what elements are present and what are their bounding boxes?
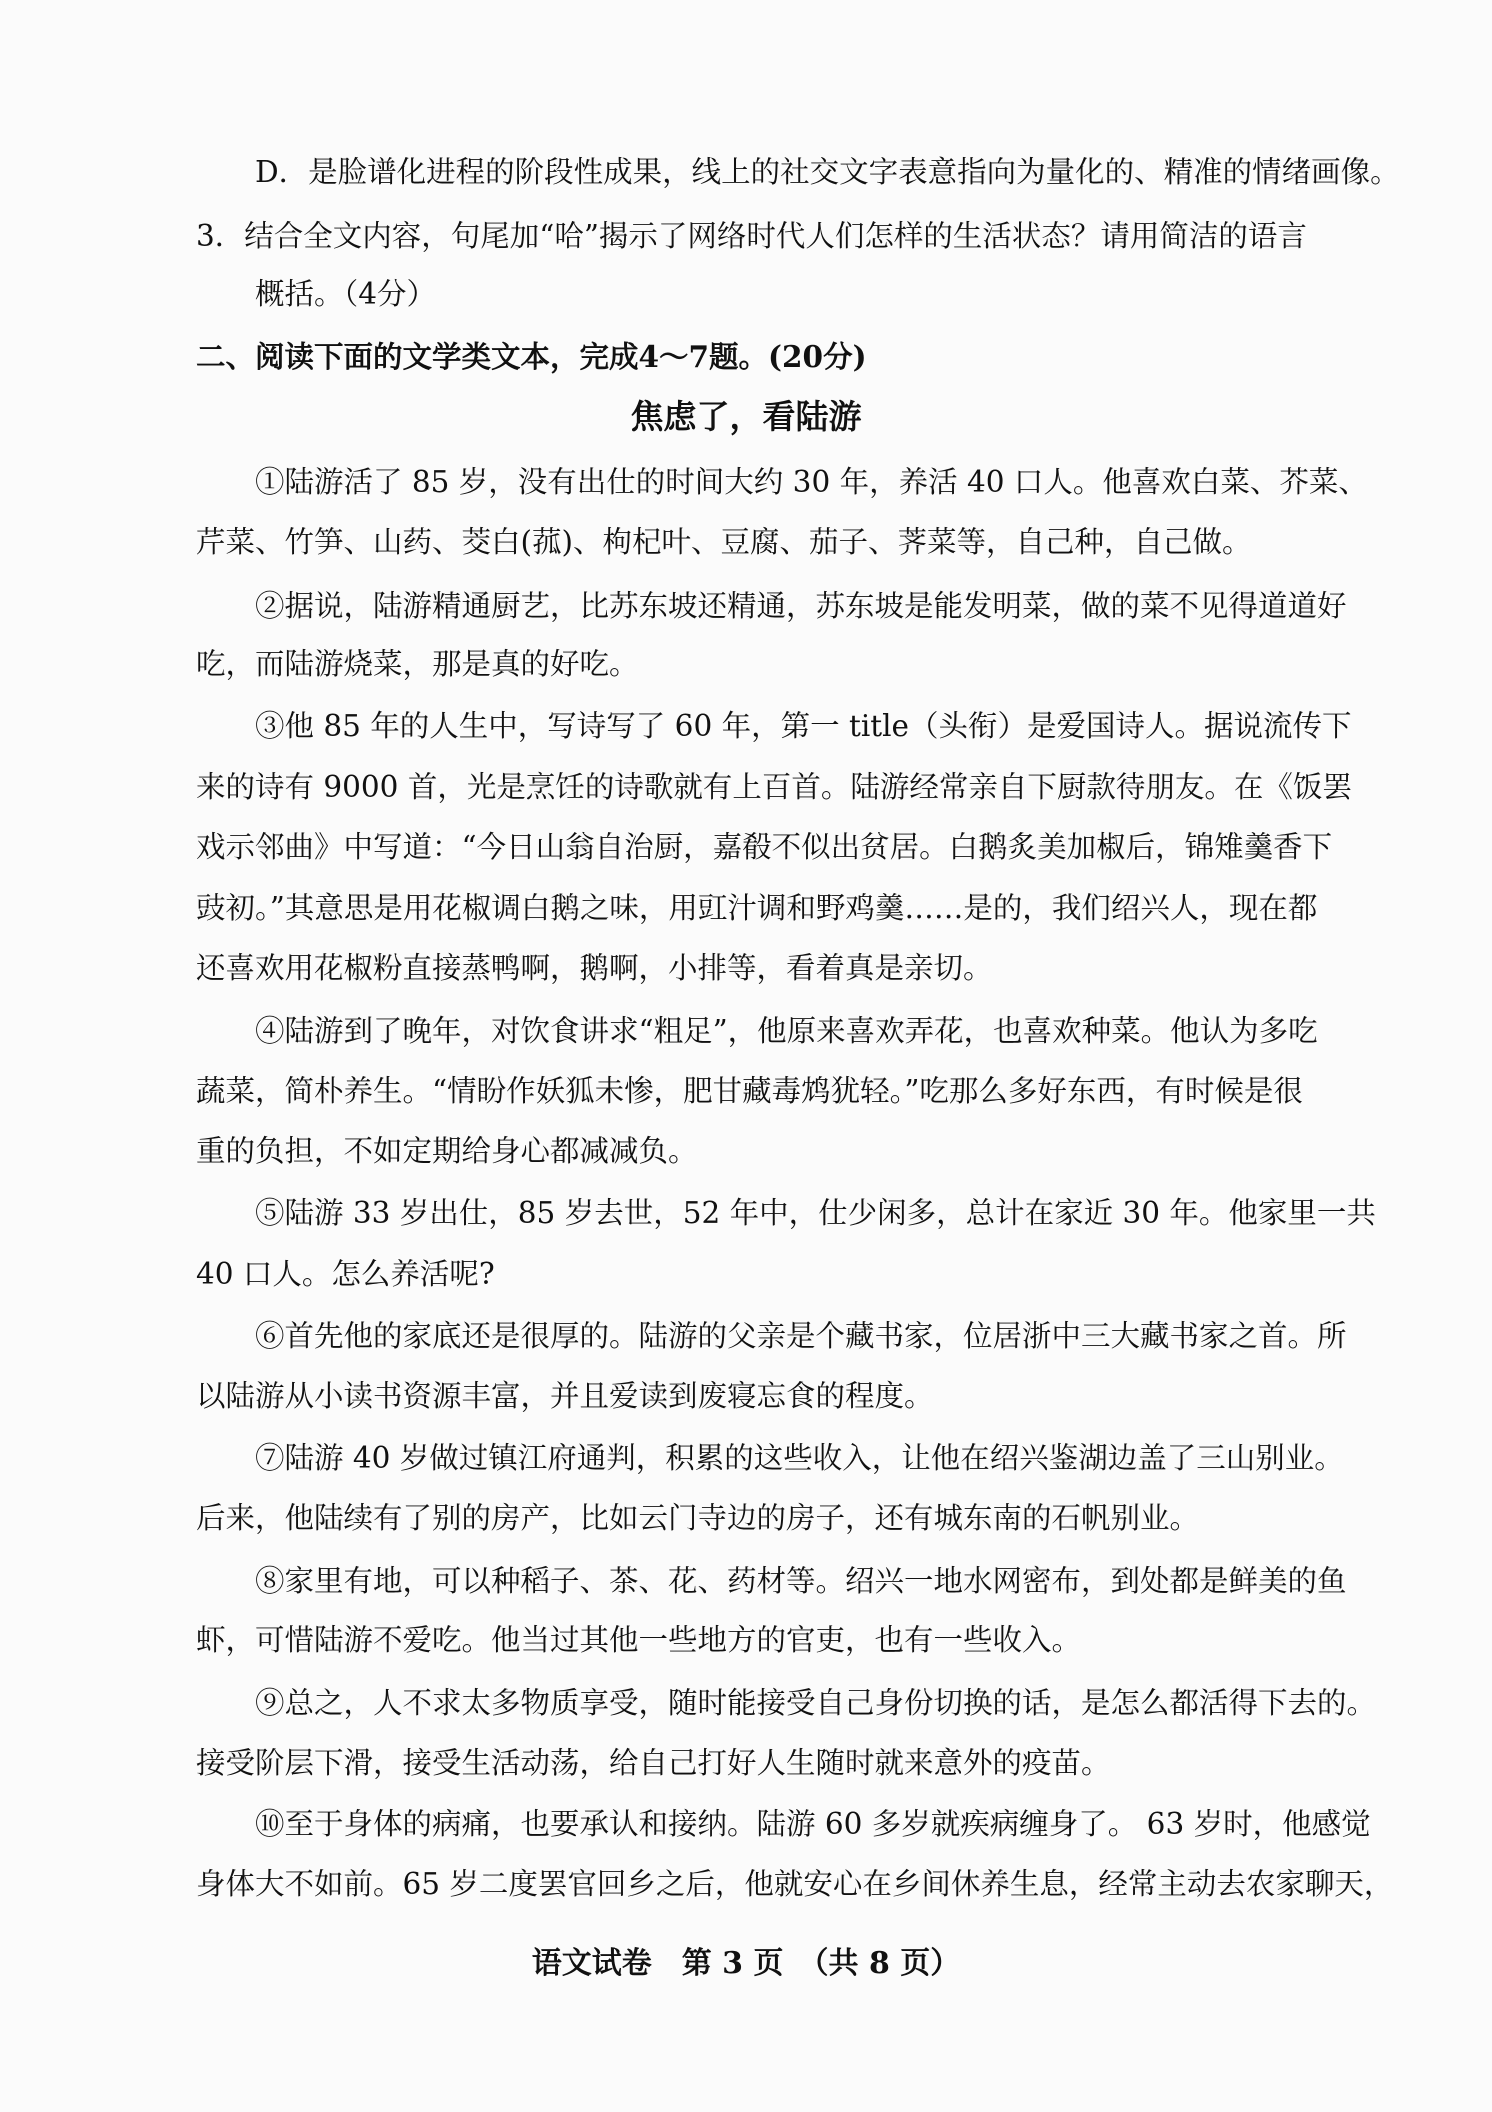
page-footer: 语文试卷 第 3 页 （共 8 页） <box>531 1946 961 1981</box>
paragraph-7-line-1: ⑦陆游 40 岁做过镇江府通判，积累的这些收入，让他在绍兴鉴湖边盖了三山别业。 <box>255 1441 1344 1475</box>
paragraph-6-line-2: 以陆游从小读书资源丰富，并且爱读到废寝忘食的程度。 <box>196 1379 934 1413</box>
paragraph-8-line-2: 虾，可惜陆游不爱吃。他当过其他一些地方的官吏，也有一些收入。 <box>196 1623 1082 1657</box>
paragraph-1-line-1: ①陆游活了 85 岁，没有出仕的时间大约 30 年，养活 40 口人。他喜欢白菜、芥菜、 <box>255 465 1368 499</box>
section2-heading: 二、阅读下面的文学类文本，完成4～7题。(20分) <box>196 339 867 374</box>
paragraph-3-line-4: 豉初。”其意思是用花椒调白鹅之味，用豇汁调和野鸡羹……是的，我们绍兴人，现在都 <box>196 891 1318 925</box>
question2-option-d: D．是脸谱化进程的阶段性成果，线上的社交文字表意指向为量化的、精准的情绪画像。 <box>255 155 1400 189</box>
question3-line1: 3．结合全文内容，句尾加“哈”揭示了网络时代人们怎样的生活状态？请用简洁的语言 <box>196 219 1307 253</box>
paragraph-2-line-2: 吃，而陆游烧菜，那是真的好吃。 <box>196 647 639 681</box>
paragraph-3-line-1: ③他 85 年的人生中，写诗写了 60 年，第一 title（头衔）是爱国诗人。据说流传下 <box>255 709 1352 743</box>
paragraph-7-line-2: 后来，他陆续有了别的房产，比如云门寺边的房子，还有城东南的石帆别业。 <box>196 1501 1200 1535</box>
paragraph-1-line-2: 芹菜、竹笋、山药、茭白(菰)、枸杞叶、豆腐、茄子、荠菜等，自己种，自己做。 <box>196 525 1252 559</box>
paragraph-5-line-1: ⑤陆游 33 岁出仕，85 岁去世，52 年中，仕少闲多，总计在家近 30 年。他家里一共 <box>255 1196 1376 1230</box>
article-title: 焦虑了，看陆游 <box>630 397 862 436</box>
paragraph-4-line-1: ④陆游到了晚年，对饮食讲求“粗足”，他原来喜欢弄花，也喜欢种菜。他认为多吃 <box>255 1014 1318 1048</box>
question3-line2: 概括。（4分） <box>255 277 437 311</box>
paragraph-4-line-3: 重的负担，不如定期给身心都减减负。 <box>196 1134 698 1168</box>
paragraph-6-line-1: ⑥首先他的家底还是很厚的。陆游的父亲是个藏书家，位居浙中三大藏书家之首。所 <box>255 1319 1347 1353</box>
paragraph-10-line-2: 身体大不如前。65 岁二度罢官回乡之后，他就安心在乡间休养生息，经常主动去农家聊天， <box>196 1867 1394 1901</box>
paragraph-5-line-2: 40 口人。怎么养活呢? <box>196 1257 495 1291</box>
paragraph-3-line-3: 戏示邻曲》中写道：“今日山翁自治厨，嘉殽不似出贫居。白鹅炙美加椒后，锦雉羹香下 <box>196 830 1333 864</box>
paragraph-3-line-5: 还喜欢用花椒粉直接蒸鸭啊，鹅啊，小排等，看着真是亲切。 <box>196 951 993 985</box>
paragraph-4-line-2: 蔬菜，简朴养生。“情盼作妖狐未惨，肥甘藏毒鸩犹轻。”吃那么多好东西，有时候是很 <box>196 1074 1303 1108</box>
paragraph-8-line-1: ⑧家里有地，可以种稻子、茶、花、药材等。绍兴一地水网密布，到处都是鲜美的鱼 <box>255 1564 1347 1598</box>
paragraph-2-line-1: ②据说，陆游精通厨艺，比苏东坡还精通，苏东坡是能发明菜，做的菜不见得道道好 <box>255 589 1347 623</box>
paragraph-3-line-2: 来的诗有 9000 首，光是烹饪的诗歌就有上百首。陆游经常亲自下厨款待朋友。在《饭罢 <box>196 770 1352 804</box>
paragraph-9-line-2: 接受阶层下滑，接受生活动荡，给自己打好人生随时就来意外的疫苗。 <box>196 1746 1111 1780</box>
paragraph-9-line-1: ⑨总之，人不求太多物质享受，随时能接受自己身份切换的话，是怎么都活得下去的。 <box>255 1686 1377 1720</box>
paragraph-10-line-1: ⑩至于身体的病痛，也要承认和接纳。陆游 60 多岁就疾病缠身了。 63 岁时，他感觉 <box>255 1807 1371 1841</box>
